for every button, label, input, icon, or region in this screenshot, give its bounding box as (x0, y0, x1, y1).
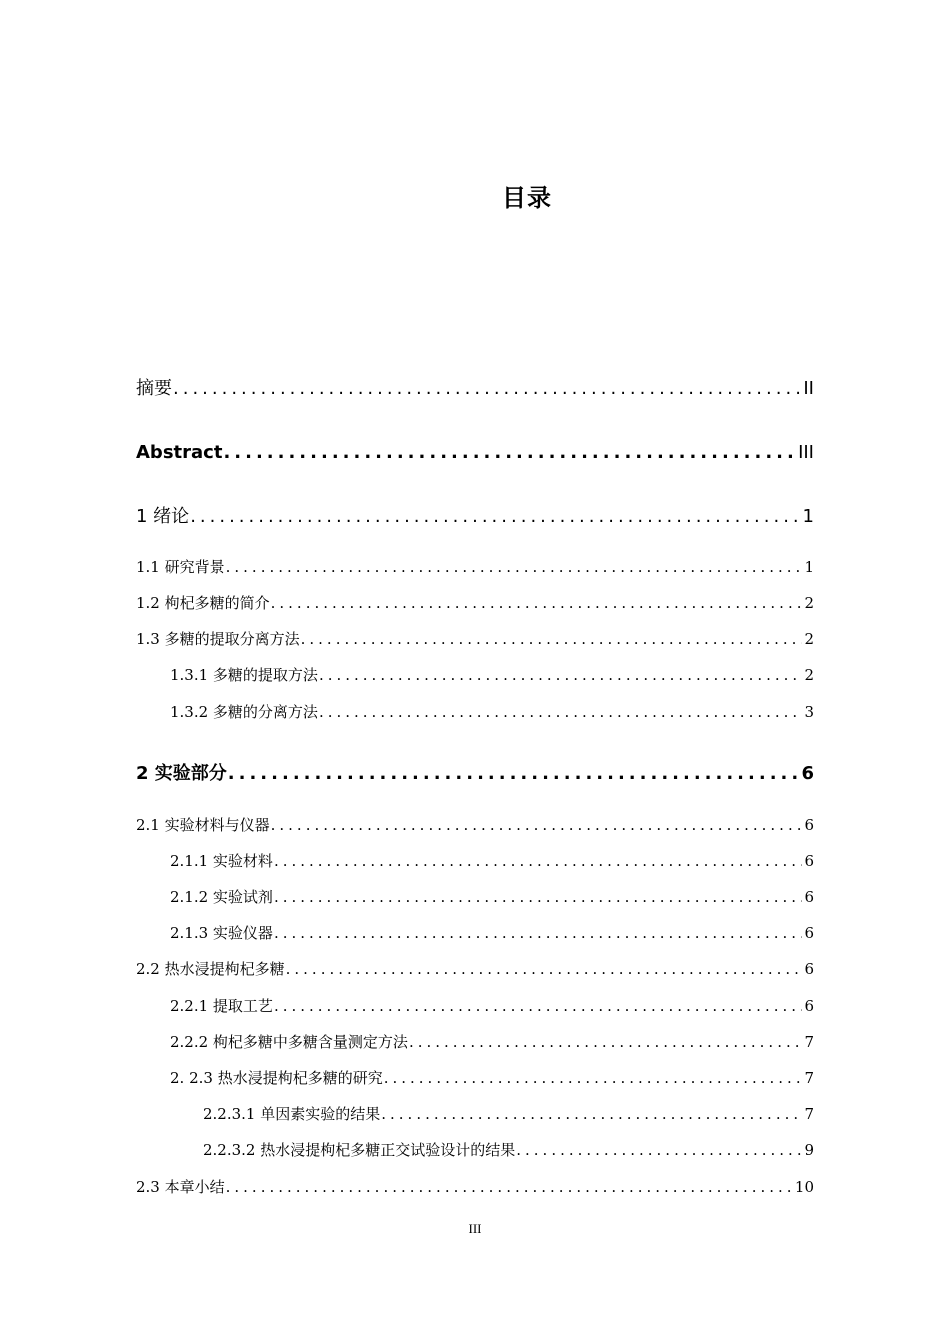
toc-dot-leader (516, 1138, 802, 1162)
toc-entry-subsection[interactable] (170, 994, 814, 1018)
toc-dot-leader (271, 591, 803, 615)
toc-entry-chapter-2[interactable] (136, 760, 814, 788)
toc-entry-page: 2 (804, 630, 814, 648)
toc-dot-leader (274, 994, 803, 1018)
toc-entry-page: 6 (801, 763, 814, 784)
toc-entry-page: 3 (804, 703, 814, 721)
toc-entry-label: 1.3.1 多糖的提取方法 (170, 666, 318, 684)
toc-entry-label: 摘要 (136, 378, 172, 399)
toc-dot-leader (271, 813, 803, 837)
toc-entry-page: 6 (804, 924, 814, 942)
toc-entry-page: 6 (804, 852, 814, 870)
toc-dot-leader (409, 1030, 803, 1054)
toc-dot-leader (274, 921, 803, 945)
toc-entry-label: 2.2.3.2 热水浸提枸杞多糖正交试验设计的结果 (203, 1141, 516, 1159)
toc-entry-label: 1.2 枸杞多糖的简介 (136, 594, 270, 612)
toc-entry-abstract-cn[interactable] (136, 375, 814, 403)
toc-dot-leader (319, 700, 803, 724)
toc-entry-page: 9 (804, 1141, 814, 1159)
toc-entry-page: 2 (804, 666, 814, 684)
toc-entry-subsection[interactable] (170, 700, 814, 724)
toc-entry-page: 7 (804, 1069, 814, 1087)
footer-page-number: III (468, 1221, 482, 1236)
toc-dot-leader (226, 1175, 793, 1199)
toc-dot-leader (286, 957, 803, 981)
toc-entry-subsubsection[interactable] (203, 1102, 814, 1126)
toc-entry-page: 7 (804, 1105, 814, 1123)
toc-entry-page: 6 (804, 816, 814, 834)
toc-entry-label: 1.3 多糖的提取分离方法 (136, 630, 300, 648)
toc-entry-label: 2.2.2 枸杞多糖中多糖含量测定方法 (170, 1033, 408, 1051)
toc-entry-page: 1 (804, 558, 814, 576)
toc-entry-subsubsection[interactable] (203, 1138, 814, 1162)
toc-entry-label: 2.3 本章小结 (136, 1178, 225, 1196)
toc-entry-subsection[interactable] (170, 849, 814, 873)
toc-dot-leader (274, 849, 803, 873)
toc-entry-page: 7 (804, 1033, 814, 1051)
toc-dot-leader (319, 663, 803, 687)
toc-entry-section[interactable] (136, 813, 814, 837)
toc-entry-subsection[interactable] (170, 885, 814, 909)
toc-entry-label: 2.1.3 实验仪器 (170, 924, 273, 942)
toc-entry-label: 2.2.1 提取工艺 (170, 997, 273, 1015)
toc-dot-leader (228, 760, 800, 788)
toc-entry-page: 6 (804, 997, 814, 1015)
toc-entry-label: 1.1 研究背景 (136, 558, 225, 576)
toc-dot-leader (190, 503, 800, 531)
toc-entry-subsection[interactable] (170, 921, 814, 945)
toc-entry-label: 2. 2.3 热水浸提枸杞多糖的研究 (170, 1069, 383, 1087)
toc-entry-label: 2.1 实验材料与仪器 (136, 816, 270, 834)
page-title: 目录 (502, 184, 552, 212)
toc-entry-page: 2 (804, 594, 814, 612)
toc-entry-label: 2.1.1 实验材料 (170, 852, 273, 870)
toc-entry-page: 6 (804, 960, 814, 978)
toc-entry-section[interactable] (136, 555, 814, 579)
toc-entry-section[interactable] (136, 1175, 814, 1199)
toc-entry-section[interactable] (136, 627, 814, 651)
toc-dot-leader (223, 439, 796, 467)
toc-dot-leader (384, 1066, 803, 1090)
toc-entry-label: 1.3.2 多糖的分离方法 (170, 703, 318, 721)
toc-entry-section[interactable] (136, 591, 814, 615)
toc-entry-page: II (803, 378, 814, 399)
toc-entry-abstract-en[interactable] (136, 439, 814, 467)
toc-dot-leader (274, 885, 803, 909)
toc-entry-section[interactable] (136, 957, 814, 981)
toc-entry-label: 2 实验部分 (136, 763, 227, 784)
toc-dot-leader (301, 627, 803, 651)
toc-entry-label: Abstract (136, 442, 223, 463)
toc-entry-page: 6 (804, 888, 814, 906)
toc-entry-label: 2.1.2 实验试剂 (170, 888, 273, 906)
toc-entry-label: 1 绪论 (136, 506, 190, 527)
toc-entry-page: 1 (802, 506, 814, 527)
toc-entry-label: 2.2 热水浸提枸杞多糖 (136, 960, 285, 978)
toc-entry-subsection[interactable] (170, 1066, 814, 1090)
toc-dot-leader (173, 375, 801, 403)
toc-dot-leader (381, 1102, 802, 1126)
toc-entry-page: 10 (794, 1178, 814, 1196)
toc-entry-page: III (798, 442, 814, 463)
toc-entry-chapter-1[interactable] (136, 503, 814, 531)
toc-entry-subsection[interactable] (170, 663, 814, 687)
toc-entry-subsection[interactable] (170, 1030, 814, 1054)
toc-entry-label: 2.2.3.1 单因素实验的结果 (203, 1105, 381, 1123)
toc-dot-leader (226, 555, 803, 579)
